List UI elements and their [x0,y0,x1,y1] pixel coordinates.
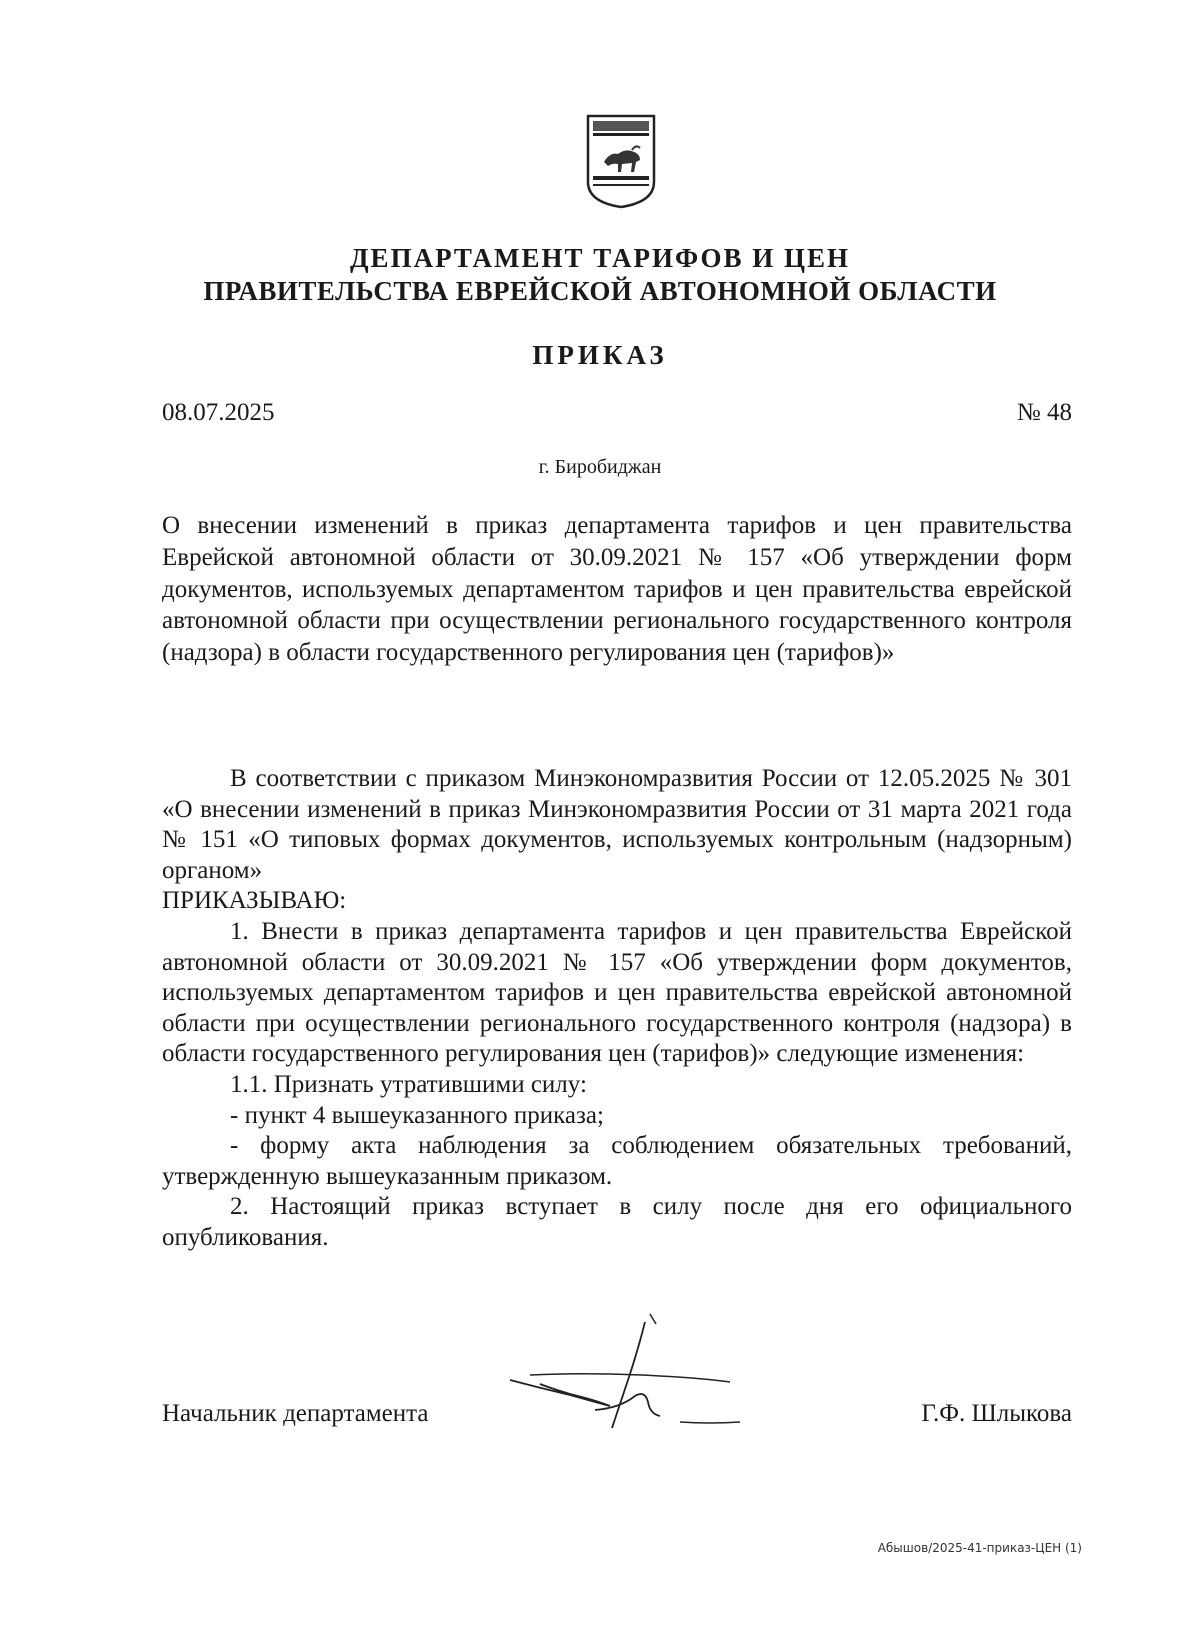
item-1-1-b: - форму акта наблюдения за соблюдением обязательных требований, утвержденную вышеуказанным приказом. [162,1132,1072,1190]
document-reference: Абышов/2025-41-приказ-ЦЕН (1) [877,1541,1082,1555]
item-2: 2. Настоящий приказ вступает в силу после дня его официального опубликования. [162,1193,1072,1251]
handwritten-signature [500,1310,780,1440]
issuer-line-2: ПРАВИТЕЛЬСТВА ЕВРЕЙСКОЙ АВТОНОМНОЙ ОБЛАСТИ [203,276,997,306]
order-number: № 48 [1016,399,1072,426]
preamble-paragraph: В соответствии с приказом Минэкономразвития России от 12.05.2025 № 301 «О внесении изменений в приказ Минэкономразвития России от 31 марта 2021 года № 151 «О типовых формах документов, используемых контрольным (надзорным) органом» [162,765,1072,884]
decree-word: ПРИКАЗЫВАЮ: [162,887,347,915]
order-body [162,764,1072,1254]
order-subject: О внесении изменений в приказ департамента тарифов и цен правительства Еврейской автономной области от 30.09.2021 № 157 «Об утверждении форм документов, используемых департаментом тарифов и цен правительства еврейской автономной области при осуществлении регионального государственного контроля (надзора) в области государственного регулирования цен (тарифов)» [162,512,1072,667]
coat-of-arms-icon [584,112,658,210]
issuer-line-1: ДЕПАРТАМЕНТ ТАРИФОВ И ЦЕН [349,243,851,273]
item-1: 1. Внести в приказ департамента тарифов и цен правительства Еврейской автономной области от 30.09.2021 № 157 «Об утверждении форм документов, используемых департаментом тарифов и цен правительства еврейской автономной области при осуществлении регионального государственного контроля (надзора) в области государственного регулирования цен (тарифов)» следующие изменения: [162,917,1072,1068]
order-date: 08.07.2025 [162,399,275,426]
document-title: ПРИКАЗ [532,340,668,370]
signer-name: Г.Ф. Шлыкова [921,1400,1072,1427]
signer-position: Начальник департамента [162,1400,429,1427]
item-1-1: 1.1. Признать утратившими силу: [230,1070,587,1098]
item-1-1-a: - пункт 4 вышеуказанного приказа; [230,1101,604,1129]
order-city: г. Биробиджан [538,456,662,478]
